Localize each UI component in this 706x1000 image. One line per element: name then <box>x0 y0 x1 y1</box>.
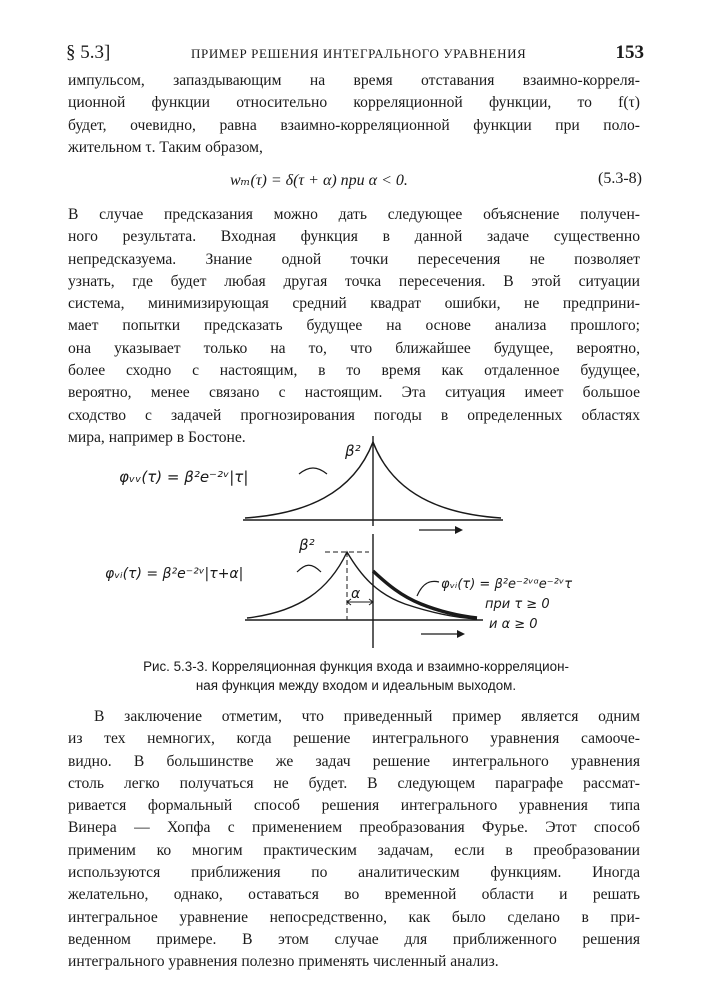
text-line: сходство с задачей прогнозирования погоды в определенных областях <box>68 406 640 424</box>
paragraph-3 <box>68 706 640 974</box>
text-line: Винера — Хопфа с применением преобразования Фурье. Этот способ <box>68 819 640 837</box>
caption-line: ная функция между входом и идеальным выходом. <box>195 678 517 693</box>
text-line: ционной функции относительно корреляционной функции, то f(τ) <box>68 94 640 112</box>
caption-line: Рис. 5.3-3. Корреляционная функция входа и взаимно-корреляцион- <box>143 659 569 674</box>
equation-5-3-8 <box>230 170 642 196</box>
text-line: жительном τ. Таким образом, <box>68 138 263 156</box>
equation-number: (5.3-8) <box>598 170 642 187</box>
top-label-leader <box>299 468 327 474</box>
text-line: из тех немногих, когда решение интегрального уравнения самооче- <box>68 730 640 748</box>
text-line: непредсказуема. Знание одной точки пересечения не позволяет <box>68 250 640 268</box>
bottom-left-function-label: φᵥᵢ(τ) = β²e⁻²ᵛ|τ+α| <box>105 566 244 582</box>
running-title: ПРИМЕР РЕШЕНИЯ ИНТЕГРАЛЬНОГО УРАВНЕНИЯ <box>191 46 527 61</box>
equation-expression: wₘ(τ) = δ(τ + α) при α < 0. <box>230 172 408 189</box>
text-line: ного результата. Входная функция в данной задаче существенно <box>68 228 640 246</box>
text-line: видно. В большинстве же задач решение интегрального уравнения <box>68 752 640 770</box>
text-line: столь легко получаться не будет. В следующем параграфе рассмат- <box>68 774 640 792</box>
text-line: используются приближения по аналитическим функциям. Иногда <box>68 864 640 882</box>
running-header <box>66 42 644 66</box>
text-line: желательно, однако, оставаться во временной области и решать <box>68 886 640 904</box>
page-number: 153 <box>615 42 644 63</box>
correlation-plots <box>105 422 605 652</box>
text-line: мира, например в Бостоне. <box>68 428 246 446</box>
bottom-right-function-label: φᵥᵢ(τ) = β²e⁻²ᵛᵅe⁻²ᵛτ <box>441 577 573 592</box>
paragraph-1 <box>68 70 640 159</box>
section-reference: § 5.3] <box>66 42 111 63</box>
bottom-peak-label: β² <box>299 536 315 554</box>
text-line: В случае предсказания можно дать следующее объяснение получен- <box>68 206 640 223</box>
text-line: интегрального уравнения полезно применять численный анализ. <box>68 953 499 971</box>
text-line: более сходно с настоящим, в то время как отдаленное будущее, <box>68 362 640 380</box>
text-line: ривается формальный способ решения интегрального уравнения типа <box>68 797 640 815</box>
bottom-axis-arrowhead <box>457 630 465 638</box>
condition-tau: при τ ≥ 0 <box>485 597 550 612</box>
text-line: она указывает только на то, что ближайшее будущее, вероятно, <box>68 339 640 357</box>
figure-caption <box>86 657 626 695</box>
text-line: веденном примере. В этом случае для приближенного решения <box>68 930 640 948</box>
text-line: мает попытки предсказать будущее на основе анализа прошлого; <box>68 317 640 335</box>
top-axis-arrowhead <box>455 526 463 534</box>
text-line: система, минимизирующая средний квадрат ошибки, не предприни- <box>68 295 640 313</box>
text-line: будет, очевидно, равна взаимно-корреляционной функции при поло- <box>68 116 640 134</box>
text-line: вероятно, менее связано с настоящим. Эта ситуация имеет большое <box>68 384 640 402</box>
text-line: интегральное уравнение непосредственно, как было сделано в при- <box>68 908 640 926</box>
bottom-left-label-leader <box>297 565 321 572</box>
figure-5-3-3 <box>105 422 605 652</box>
bottom-right-label-leader <box>417 581 439 596</box>
text-line: импульсом, запаздывающим на время отставания взаимно-корреля- <box>68 72 640 89</box>
paragraph-2 <box>68 204 640 449</box>
text-line: узнать, где будет любая другая точка пересечения. В этой ситуации <box>68 272 640 290</box>
text-line: применим ко многим практическим задачам, если в преобразовании <box>68 841 640 859</box>
text-line: В заключение отметим, что приведенный пример является одним <box>94 708 640 725</box>
top-peak-label: β² <box>345 442 361 460</box>
top-function-label: φᵥᵥ(τ) = β²e⁻²ᵛ|τ| <box>119 468 249 486</box>
alpha-label: α <box>351 586 361 602</box>
condition-alpha: и α ≥ 0 <box>489 617 538 632</box>
